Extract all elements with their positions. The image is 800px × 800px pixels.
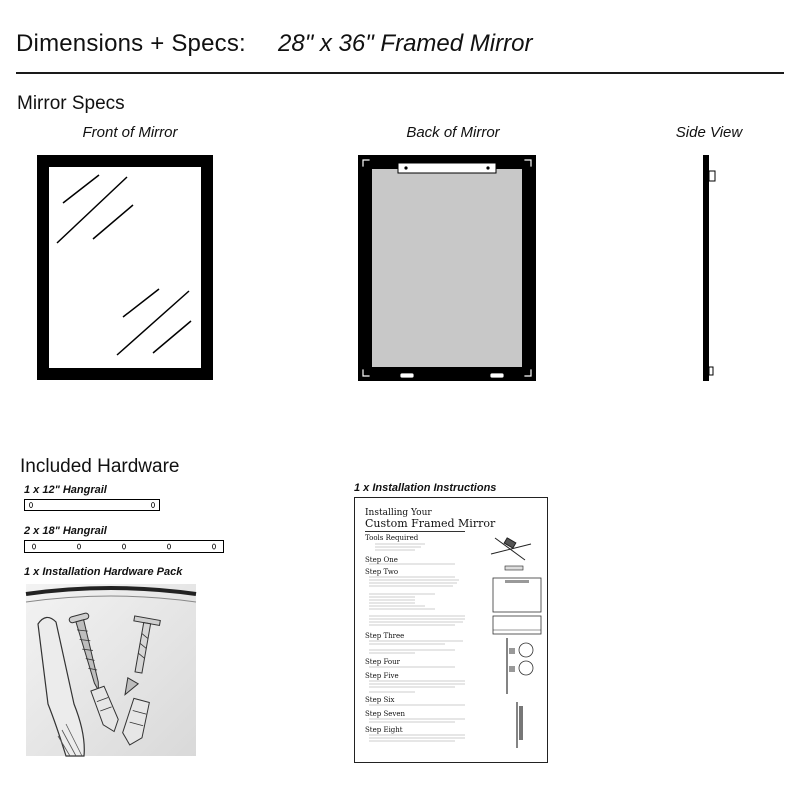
side-view-label: Side View	[675, 124, 743, 141]
step-heading-two: Step Two	[365, 568, 399, 576]
front-mirror-drawing	[37, 155, 213, 380]
instructions-title-line2: Custom Framed Mirror	[365, 517, 496, 530]
hangrail-12-label: 1 x 12" Hangrail	[24, 484, 107, 496]
back-mirror-drawing	[358, 155, 536, 381]
hardware-pack-label: 1 x Installation Hardware Pack	[24, 566, 183, 578]
header-divider	[16, 72, 784, 74]
front-of-mirror-label: Front of Mirror	[82, 124, 178, 141]
step-heading-one: Step One	[365, 556, 398, 564]
instructions-label: 1 x Installation Instructions	[354, 482, 497, 494]
step-heading-five: Step Five	[365, 672, 399, 680]
product-name: 28" x 36" Framed Mirror	[278, 30, 533, 57]
hangrail-12-drawing	[24, 499, 160, 511]
instructions-fine-print	[355, 498, 547, 762]
side-view-drawing	[700, 155, 724, 381]
hangrail-18-label: 2 x 18" Hangrail	[24, 525, 107, 537]
step-heading-four: Step Four	[365, 658, 400, 666]
step-heading-seven: Step Seven	[365, 710, 406, 718]
hardware-pack-drawing	[26, 584, 196, 756]
instructions-title-line1: Installing Your	[365, 508, 432, 518]
step-heading-six: Step Six	[365, 696, 395, 704]
hangrail-18-drawing	[24, 540, 224, 553]
mirror-specs-heading: Mirror Specs	[17, 93, 125, 114]
step-heading-three: Step Three	[365, 632, 405, 640]
step-heading-tools: Tools Required	[365, 534, 419, 542]
instructions-sheet	[354, 497, 548, 763]
back-of-mirror-label: Back of Mirror	[406, 124, 500, 141]
page-title: Dimensions + Specs:	[16, 30, 246, 57]
included-hardware-heading: Included Hardware	[20, 456, 180, 477]
step-heading-eight: Step Eight	[365, 726, 403, 734]
